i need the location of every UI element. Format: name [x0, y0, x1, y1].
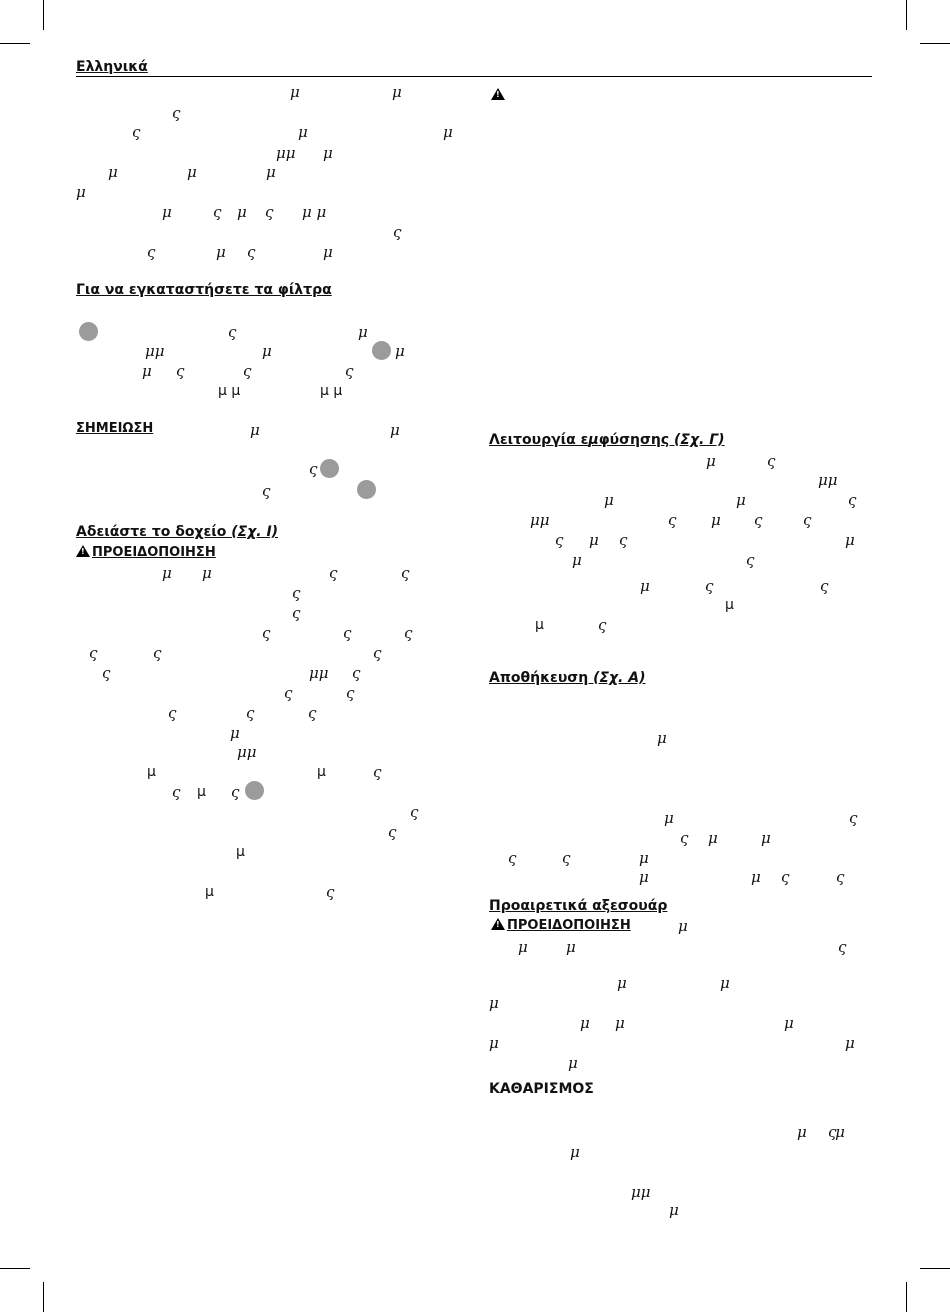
glyph-sigma: ς: [213, 203, 222, 221]
callout-dot-icon: [320, 459, 339, 478]
glyph-sigma: ς: [345, 362, 354, 380]
glyph-mu: μ: [720, 974, 730, 992]
glyph-sigma: ς: [292, 604, 301, 622]
glyph-mu: μ: [535, 617, 544, 633]
glyph-mu: μ: [395, 342, 405, 360]
glyph-mu: μ: [639, 849, 649, 867]
glyph-sigma: ς: [836, 868, 845, 886]
glyph-sigma: ς: [838, 938, 847, 956]
glyph-mumu: μμ: [276, 144, 296, 162]
warning-label: [76, 545, 216, 560]
glyph-sigma: ς: [168, 704, 177, 722]
glyph-mumu: μμ: [631, 1183, 651, 1201]
heading-empty-container-ref: (Σχ. I): [231, 524, 279, 540]
glyph-sigma: ς: [373, 644, 382, 662]
warning-label-text: ΠΡΟΕΙΔΟΠΟΙΗΣΗ: [92, 545, 216, 560]
glyph-mu-mu: μ μ: [302, 203, 327, 221]
glyph-sigma: ς: [308, 704, 317, 722]
glyph-mu: μ: [489, 994, 499, 1012]
glyph-sigma: ς: [562, 849, 571, 867]
glyph-sigma: ς: [619, 531, 628, 549]
glyph-sigma: ς: [388, 823, 397, 841]
glyph-mu: μ: [142, 362, 152, 380]
glyph-sigma: ς: [508, 849, 517, 867]
glyph-mu: μ: [187, 163, 197, 181]
glyph-mu: μ: [290, 83, 300, 101]
warning-triangle-icon: [76, 545, 90, 557]
glyph-sigma: ς: [132, 123, 141, 141]
heading-cleaning: ΚΑΘΑΡΙΣΜΟΣ: [489, 1081, 594, 1097]
glyph-sigma: ς: [820, 577, 829, 595]
glyph-sigma: ς: [343, 624, 352, 642]
glyph-mu: μ: [725, 597, 734, 613]
glyph-mu: μ: [443, 123, 453, 141]
glyph-mu: μ: [617, 974, 627, 992]
crop-mark-icon: [43, 1282, 44, 1312]
glyph-sigma: ς: [849, 809, 858, 827]
glyph-mumu: μμ: [530, 511, 550, 529]
glyph-mu-mu: μ μ: [218, 383, 241, 399]
glyph-mu: μ: [566, 938, 576, 956]
glyph-sigma: ς: [668, 511, 677, 529]
glyph-sigma: ς: [228, 323, 237, 341]
glyph-sigma: ς: [246, 704, 255, 722]
crop-mark-icon: [906, 1282, 907, 1312]
heading-storage-ref: (Σχ. Α): [593, 670, 646, 686]
glyph-sigma: ς: [309, 460, 318, 478]
glyph-sigma: ς: [705, 577, 714, 595]
note-label: ΣΗΜΕΙΩΣΗ: [76, 421, 154, 436]
glyph-mumu: μμ: [145, 342, 165, 360]
glyph-mu: μ: [589, 531, 599, 549]
glyph-sigma: ς: [102, 664, 111, 682]
glyph-sigma: ς: [262, 624, 271, 642]
glyph-mu: μ: [237, 203, 247, 221]
callout-dot-icon: [372, 341, 391, 360]
crop-mark-icon: [906, 0, 907, 30]
glyph-mu: μ: [678, 917, 688, 935]
glyph-sigma: ς: [803, 511, 812, 529]
glyph-mu: μ: [162, 203, 172, 221]
glyph-sigma: ς: [767, 452, 776, 470]
glyph-mu: μ: [489, 1034, 499, 1052]
heading-optional-accessories: Προαιρετικά αξεσουάρ: [489, 898, 668, 914]
glyph-sigma: ς: [404, 624, 413, 642]
glyph-mu: μ: [751, 868, 761, 886]
glyph-mu: μ: [518, 938, 528, 956]
glyph-sigma: ς: [746, 551, 755, 569]
heading-blowing-mode-mu: μ: [588, 432, 599, 448]
glyph-mu: μ: [657, 729, 667, 747]
glyph-mu: μ: [580, 1014, 590, 1032]
glyph-mu: μ: [323, 144, 333, 162]
glyph-sigma: ς: [243, 362, 252, 380]
warning-label-text: ΠΡΟΕΙΔΟΠΟΙΗΣΗ: [507, 918, 631, 933]
warning-triangle-icon: [491, 918, 505, 930]
glyph-mu: μ: [845, 1034, 855, 1052]
glyph-mu: μ: [669, 1201, 679, 1219]
glyph-mu: μ: [570, 1143, 580, 1161]
glyph-sigma: ς: [352, 664, 361, 682]
glyph-sigma: ς: [89, 644, 98, 662]
glyph-mu: μ: [162, 564, 172, 582]
heading-empty-container: [76, 524, 278, 540]
callout-dot-icon: [357, 480, 376, 499]
glyph-sigma: ς: [680, 829, 689, 847]
heading-blowing-mode-ref: (Σχ. Γ): [674, 432, 725, 448]
glyph-mu-mu: μ μ: [320, 383, 343, 399]
glyph-mu: μ: [230, 724, 240, 742]
heading-blowing-mode-text-2: φύσησης: [598, 432, 675, 448]
glyph-mumu: μμ: [309, 664, 329, 682]
glyph-mu: μ: [108, 163, 118, 181]
warning-label: [491, 918, 631, 933]
warning-triangle-icon: [491, 88, 505, 100]
glyph-sigma: ς: [329, 564, 338, 582]
glyph-mumu: μμ: [237, 743, 257, 761]
glyph-mu: μ: [216, 243, 226, 261]
glyph-mu: μ: [317, 764, 326, 780]
crop-mark-icon: [43, 0, 44, 30]
glyph-sigma: ς: [284, 684, 293, 702]
glyph-mu: μ: [76, 183, 86, 201]
callout-dot-icon: [245, 781, 264, 800]
crop-mark-icon: [0, 1268, 30, 1269]
header-rule: [76, 76, 872, 77]
heading-blowing-mode: [489, 432, 725, 448]
crop-mark-icon: [920, 43, 950, 44]
glyph-sigma: ς: [781, 868, 790, 886]
glyph-sigma: ς: [410, 803, 419, 821]
glyph-mu: μ: [784, 1014, 794, 1032]
glyph-mu: μ: [736, 491, 746, 509]
glyph-mu: μ: [640, 577, 650, 595]
glyph-sigma: ς: [555, 531, 564, 549]
glyph-sigma: ς: [326, 883, 335, 901]
glyph-mu: μ: [236, 844, 245, 860]
glyph-sigma: ς: [265, 203, 274, 221]
glyph-sigma: ς: [153, 644, 162, 662]
glyph-mu: μ: [147, 764, 156, 780]
glyph-mu: μ: [639, 868, 649, 886]
heading-empty-container-text: Αδειάστε το δοχείο: [76, 524, 232, 540]
glyph-mu: μ: [205, 884, 214, 900]
crop-mark-icon: [920, 1268, 950, 1269]
glyph-mu: μ: [604, 491, 614, 509]
glyph-sigma: ς: [393, 223, 402, 241]
glyph-sigma: ς: [172, 104, 181, 122]
page-language-header: Ελληνικά: [76, 59, 148, 75]
glyph-mu: μ: [708, 829, 718, 847]
glyph-mu: μ: [568, 1054, 578, 1072]
glyph-sigma-mu: ς μ: [828, 1123, 842, 1141]
glyph-sigma: ς: [848, 491, 857, 509]
glyph-mu: μ: [797, 1123, 807, 1141]
glyph-mu: μ: [706, 452, 716, 470]
glyph-mu: μ: [711, 511, 721, 529]
glyph-mu: μ: [572, 551, 582, 569]
glyph-mu: μ: [262, 342, 272, 360]
glyph-mumu: μμ: [818, 471, 838, 489]
glyph-mu: μ: [615, 1014, 625, 1032]
glyph-sigma: ς: [401, 564, 410, 582]
glyph-sigma: ς: [598, 616, 607, 634]
glyph-sigma: ς: [172, 783, 181, 801]
glyph-mu: μ: [197, 784, 206, 800]
glyph-mu: μ: [323, 243, 333, 261]
glyph-mu: μ: [664, 809, 674, 827]
glyph-mu: μ: [202, 564, 212, 582]
glyph-mu: μ: [298, 123, 308, 141]
glyph-sigma: ς: [754, 511, 763, 529]
glyph-mu: μ: [266, 163, 276, 181]
glyph-sigma: ς: [231, 783, 240, 801]
glyph-sigma: ς: [292, 584, 301, 602]
glyph-sigma: ς: [247, 243, 256, 261]
glyph-mu: μ: [761, 829, 771, 847]
glyph-mu: μ: [358, 323, 368, 341]
heading-storage: [489, 670, 645, 686]
heading-blowing-mode-text: Λειτουργία ε: [489, 432, 589, 448]
glyph-sigma: ς: [373, 763, 382, 781]
crop-mark-icon: [0, 43, 30, 44]
glyph-mu: μ: [390, 421, 400, 439]
heading-storage-text: Αποθήκευση: [489, 670, 594, 686]
glyph-sigma: ς: [176, 362, 185, 380]
glyph-mu: μ: [392, 83, 402, 101]
glyph-mu: μ: [250, 421, 260, 439]
glyph-sigma: ς: [147, 243, 156, 261]
glyph-sigma: ς: [262, 482, 271, 500]
callout-dot-icon: [79, 322, 98, 341]
glyph-mu: μ: [845, 531, 855, 549]
glyph-sigma: ς: [346, 684, 355, 702]
heading-install-filters: Για να εγκαταστήσετε τα φίλτρα: [76, 282, 332, 298]
